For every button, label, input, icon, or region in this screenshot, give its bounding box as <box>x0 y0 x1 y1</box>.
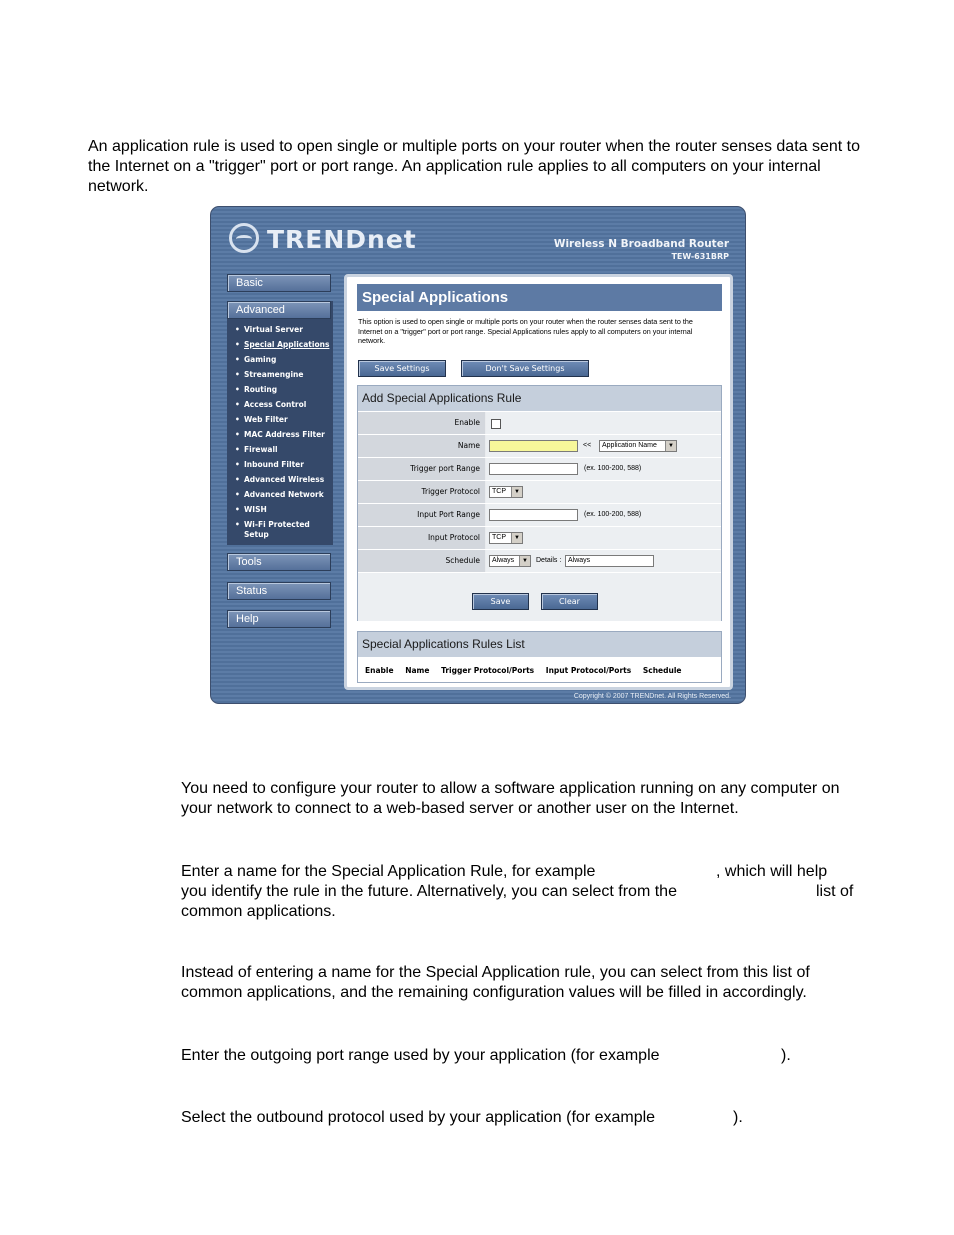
column-header: Input Protocol/Ports <box>545 666 632 675</box>
schedule-label: Schedule <box>358 550 485 572</box>
submenu-item[interactable]: • Advanced Network <box>227 490 333 505</box>
name-help-line-2a: you identify the rule in the future. Alternatively, you can select from the <box>181 883 677 900</box>
rules-list-heading: Special Applications Rules List <box>358 632 721 657</box>
trigger-protocol-row <box>358 480 721 503</box>
action-row <box>358 572 721 621</box>
details-input[interactable] <box>565 555 654 567</box>
trigger-range-help-b: ). <box>781 1047 791 1064</box>
panel-description: This option is used to open single or multiple ports on your router when the router senses data sent to the Internet on a "trigger" port or port range. Special Applications rules apply to all computers on your internal network. <box>358 317 693 345</box>
content-panel <box>344 274 733 690</box>
input-port-hint: (ex. 100-200, 588) <box>584 511 642 518</box>
brand-logo-text: TRENDnet <box>267 225 417 254</box>
rules-list-header-row <box>365 666 690 675</box>
model-number: TEW-631BRP <box>671 252 729 261</box>
copyright-text: Copyright © 2007 TRENDnet. All Rights Reserved. <box>573 693 731 700</box>
trigger-port-row <box>358 457 721 480</box>
name-input[interactable] <box>489 440 578 452</box>
application-name-select[interactable] <box>599 440 677 452</box>
product-title: Wireless N Broadband Router <box>553 238 729 250</box>
advanced-submenu <box>227 325 333 542</box>
sidebar-help-button[interactable]: Help <box>227 610 331 628</box>
dropdown-arrow-icon: ▼ <box>519 556 530 566</box>
name-help-line-1b: , which will help <box>716 863 828 880</box>
trendnet-logo-icon <box>229 223 259 253</box>
enable-row <box>358 411 721 434</box>
trigger-port-input[interactable] <box>489 463 578 475</box>
submenu-item[interactable]: • Gaming <box>227 355 333 370</box>
column-header: Schedule <box>642 666 682 675</box>
input-port-row <box>358 503 721 526</box>
add-rule-section <box>357 385 722 621</box>
column-header: Trigger Protocol/Ports <box>441 666 535 675</box>
input-protocol-value: TCP <box>492 534 506 541</box>
input-protocol-row <box>358 526 721 549</box>
submenu-item[interactable]: • Wi-Fi Protected Setup <box>227 520 333 542</box>
intro-paragraph: An application rule is used to open single or multiple ports on your router when the router senses data sent to the Internet on a "trigger" port or port range. An application rule applies to all computers on your internal network. <box>88 138 861 195</box>
schedule-value: Always <box>492 557 515 564</box>
router-screenshot <box>210 206 746 704</box>
submenu-item[interactable]: • WISH <box>227 505 333 520</box>
schedule-select[interactable] <box>489 555 531 567</box>
sidebar-status-button[interactable]: Status <box>227 582 331 600</box>
name-arrow: << <box>583 442 592 449</box>
name-help-line-3: common applications. <box>181 903 336 920</box>
panel-title: Special Applications <box>357 284 722 311</box>
rules-list-section <box>357 631 722 683</box>
submenu-item[interactable]: • Inbound Filter <box>227 460 333 475</box>
trigger-port-hint: (ex. 100-200, 588) <box>584 465 642 472</box>
name-help-line-1a: Enter a name for the Special Application Rule, for example <box>181 863 596 880</box>
dont-save-settings-button[interactable]: Don't Save Settings <box>461 360 589 377</box>
schedule-row <box>358 549 721 572</box>
submenu-item[interactable]: • Virtual Server <box>227 325 333 340</box>
trigger-protocol-value: TCP <box>492 488 506 495</box>
dropdown-arrow-icon: ▼ <box>511 487 522 497</box>
submenu-item[interactable]: • Access Control <box>227 400 333 415</box>
application-name-value: Application Name <box>602 442 657 449</box>
save-button[interactable]: Save <box>472 593 529 610</box>
details-label: Details : <box>536 557 562 564</box>
submenu-item[interactable]: • Advanced Wireless <box>227 475 333 490</box>
application-name-help: Instead of entering a name for the Special Application rule, you can select from this list of common applications, and the remaining configuration values will be filled in accordingly. <box>181 964 810 1001</box>
trigger-port-label: Trigger port Range <box>358 458 485 480</box>
trigger-protocol-help-a: Select the outbound protocol used by your application (for example <box>181 1109 656 1126</box>
dropdown-arrow-icon: ▼ <box>665 441 676 451</box>
enable-checkbox[interactable] <box>491 419 501 429</box>
sidebar-basic-button[interactable]: Basic <box>227 274 331 292</box>
sidebar-tools-button[interactable]: Tools <box>227 553 331 571</box>
name-label: Name <box>358 435 485 457</box>
trigger-range-help-a: Enter the outgoing port range used by your application (for example <box>181 1047 660 1064</box>
name-row <box>358 434 721 457</box>
trigger-protocol-select[interactable] <box>489 486 523 498</box>
submenu-item[interactable]: • Routing <box>227 385 333 400</box>
submenu-item[interactable]: • MAC Address Filter <box>227 430 333 445</box>
sidebar-advanced-button[interactable]: Advanced <box>227 301 331 319</box>
clear-button[interactable]: Clear <box>541 593 598 610</box>
input-port-label: Input Port Range <box>358 504 485 526</box>
name-help-line-2b: list of <box>816 883 854 900</box>
submenu-item-active[interactable]: • Special Applications <box>227 340 333 355</box>
column-header: Name <box>405 666 430 675</box>
column-header: Enable <box>365 666 394 675</box>
submenu-item[interactable]: • Web Filter <box>227 415 333 430</box>
router-header <box>211 207 745 263</box>
details-value: Always <box>568 557 591 564</box>
trigger-protocol-help-b: ). <box>733 1109 743 1126</box>
submenu-item[interactable]: • Streamengine <box>227 370 333 385</box>
input-protocol-select[interactable] <box>489 532 523 544</box>
input-port-input[interactable] <box>489 509 578 521</box>
save-settings-button[interactable]: Save Settings <box>358 360 446 377</box>
enable-label: Enable <box>358 412 485 434</box>
description-paragraph: You need to configure your router to allow a software application running on any computer on your network to connect to a web-based server or another user on the Internet. <box>181 780 840 817</box>
trigger-protocol-label: Trigger Protocol <box>358 481 485 503</box>
dropdown-arrow-icon: ▼ <box>511 533 522 543</box>
input-protocol-label: Input Protocol <box>358 527 485 549</box>
add-rule-heading: Add Special Applications Rule <box>358 386 721 411</box>
submenu-item[interactable]: • Firewall <box>227 445 333 460</box>
